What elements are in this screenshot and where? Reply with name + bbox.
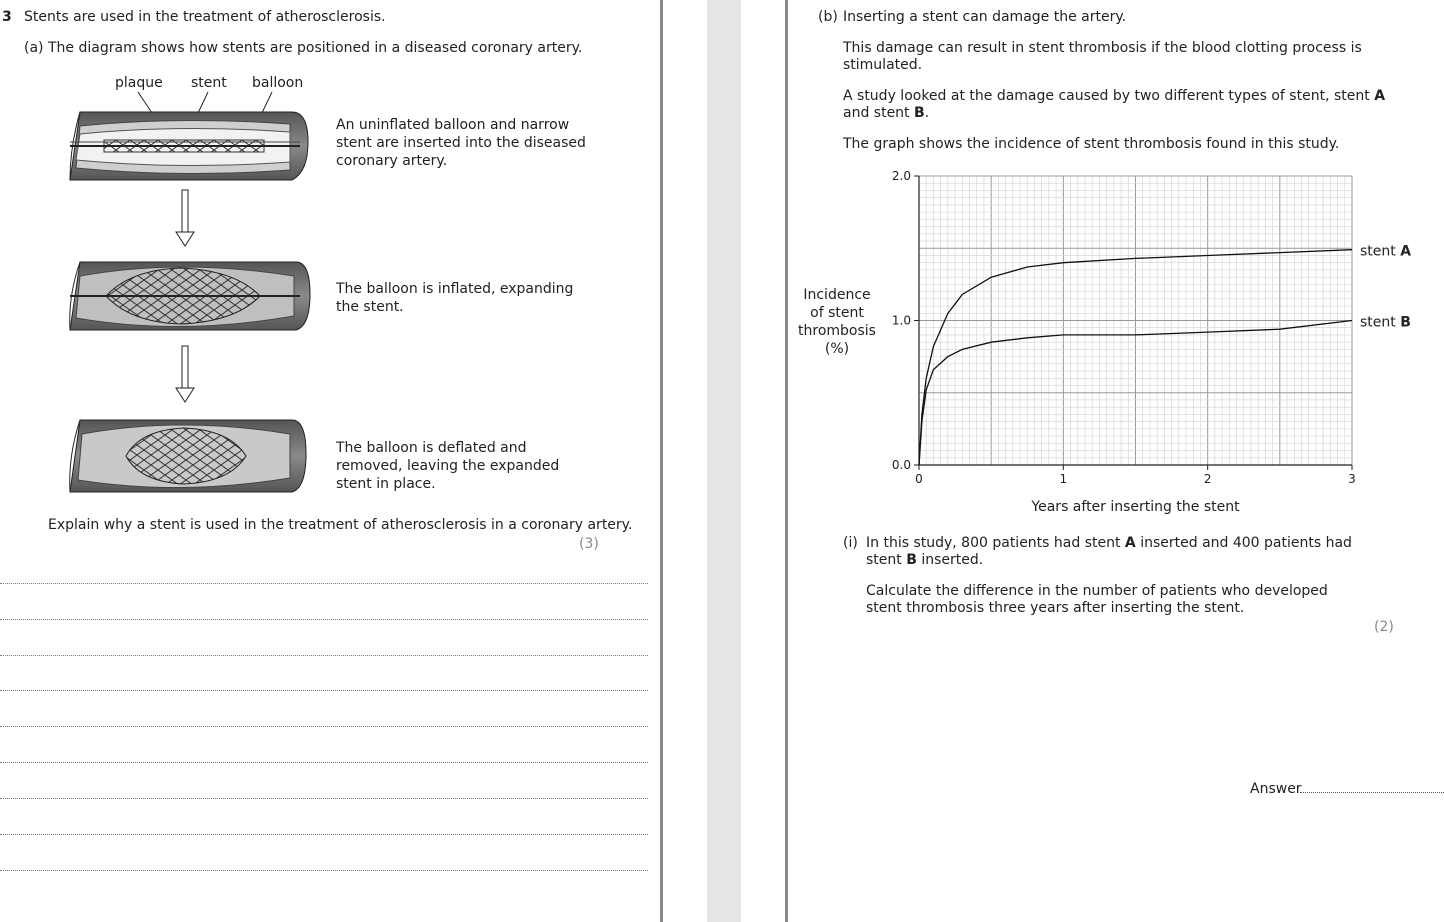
sub-i-text [866, 535, 1386, 569]
sub-i-text-part: inserted and 400 patients had stent [866, 535, 1352, 568]
y-axis-label: Incidence [803, 287, 871, 303]
part-a-marks: (3) [579, 536, 599, 552]
answer-input-line[interactable] [1300, 792, 1444, 793]
para2-text: A study looked at the damage caused by two different types of stent, stent [843, 88, 1375, 104]
para2-text: . [924, 105, 930, 121]
stent-diagram [60, 90, 320, 500]
stent-b-letter: B [906, 552, 917, 568]
sub-i-text-part: In this study, 800 patients had stent [866, 535, 1125, 551]
y-tick-label: 2.0 [891, 169, 911, 183]
plaque-label: plaque [115, 75, 163, 91]
x-tick-label: 0 [915, 472, 923, 486]
step-2-text: The balloon is inflated, expanding the stent. [336, 281, 574, 315]
y-tick-label: 1.0 [891, 313, 911, 328]
sub-i-label: (i) [843, 535, 858, 551]
sub-i-calc: Calculate the difference in the number of patients who developed stent thrombosis three years after inserting the stent. [866, 583, 1328, 616]
page-gutter-band [707, 0, 741, 922]
step-3-text: The balloon is deflated and removed, leaving the expanded stent in place. [336, 440, 560, 492]
x-axis-label: Years after inserting the stent [1031, 499, 1240, 515]
y-axis-label: (%) [824, 341, 850, 357]
series-label: stent A [1360, 243, 1412, 260]
x-tick-label: 2 [1203, 472, 1212, 486]
y-tick-label: 0.0 [891, 458, 911, 472]
answer-line[interactable] [0, 798, 648, 799]
answer-label: Answer [1250, 781, 1302, 797]
question-intro: Stents are used in the treatment of atherosclerosis. [24, 9, 386, 25]
stent-a-letter: A [1374, 88, 1386, 104]
arrow-down-icon [176, 190, 194, 246]
answer-line[interactable] [0, 583, 648, 584]
answer-line[interactable] [0, 655, 648, 656]
arrow-down-icon [176, 346, 194, 402]
answer-line[interactable] [0, 870, 648, 871]
part-a-text: The diagram shows how stents are positioned in a diseased coronary artery. [48, 40, 583, 56]
artery-step-1 [70, 112, 308, 180]
question-number: 3 [2, 9, 12, 25]
answer-line[interactable] [0, 690, 648, 691]
part-a-prompt: Explain why a stent is used in the treatment of atherosclerosis in a coronary artery. [48, 517, 633, 533]
sub-i-text-part: inserted. [916, 552, 984, 568]
part-b-line1: Inserting a stent can damage the artery. [843, 9, 1127, 25]
answer-line[interactable] [0, 726, 648, 727]
para2-text: and stent [843, 105, 914, 121]
stent-b-letter: B [914, 105, 925, 121]
part-b-para2 [843, 88, 1403, 122]
y-axis-label: thrombosis [798, 323, 876, 339]
stent-label: stent [191, 75, 227, 91]
thrombosis-chart [788, 160, 1438, 520]
x-tick-label: 3 [1348, 472, 1356, 486]
part-a-label: (a) [24, 40, 44, 56]
answer-line[interactable] [0, 762, 648, 763]
artery-step-2 [70, 262, 310, 330]
part-b-label: (b) [818, 9, 838, 25]
artery-step-3 [70, 420, 306, 492]
series-label: stent B [1360, 314, 1411, 331]
y-axis-label: of stent [810, 305, 864, 321]
x-tick-label: 1 [1059, 472, 1068, 486]
step-1-text: An uninflated balloon and narrow stent are inserted into the diseased coronary artery. [336, 117, 586, 169]
left-page [0, 0, 660, 922]
balloon-label: balloon [252, 75, 304, 91]
sub-i-marks: (2) [1374, 619, 1394, 635]
part-b-para3: The graph shows the incidence of stent thrombosis found in this study. [843, 136, 1340, 152]
stent-a-letter: A [1124, 535, 1136, 551]
answer-line[interactable] [0, 834, 648, 835]
answer-line[interactable] [0, 619, 648, 620]
part-b-para1: This damage can result in stent thrombosis if the blood clotting process is stimulated. [843, 40, 1362, 73]
